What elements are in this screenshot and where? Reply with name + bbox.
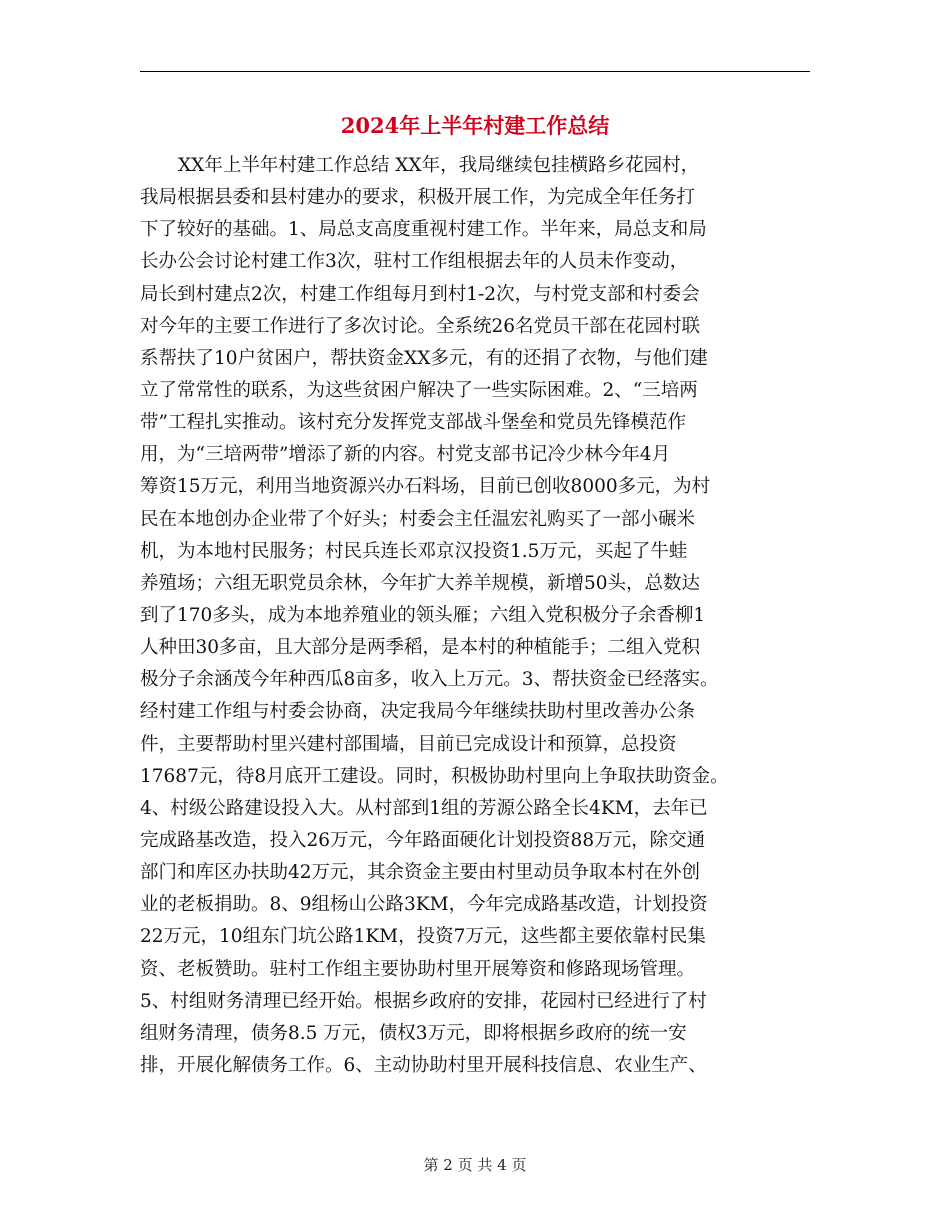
paragraph-line: 组财务清理，债务8.5 万元，债权3万元，即将根据乡政府的统一安 bbox=[140, 1022, 687, 1044]
header-rule bbox=[140, 71, 810, 72]
paragraph-line: 4、村级公路建设投入大。从村部到1组的芳源公路全长4KM，去年已 bbox=[140, 797, 708, 819]
paragraph-line: 经村建工作组与村委会协商，决定我局今年继续扶助村里改善办公条 bbox=[140, 701, 696, 723]
paragraph-line: 5、村组财务清理已经开始。根据乡政府的安排，花园村已经进行了村 bbox=[140, 990, 707, 1012]
paragraph-line: 带”工程扎实推动。该村充分发挥党支部战斗堡垒和党员先锋模范作 bbox=[140, 412, 686, 434]
paragraph-line: 业的老板捐助。8、9组杨山公路3KM，今年完成路基改造，计划投资 bbox=[140, 894, 708, 916]
paragraph-line: XX年上半年村建工作总结 XX年，我局继续包挂横路乡花园村， bbox=[178, 155, 700, 176]
paragraph-line: 17687元，待8月底开工建设。同时，积极协助村里向上争取扶助资金。 bbox=[140, 765, 729, 787]
paragraph-line: 件，主要帮助村里兴建村部围墙，目前已完成设计和预算，总投资 bbox=[140, 733, 677, 755]
paragraph-line: 对今年的主要工作进行了多次讨论。全系统26名党员干部在花园村联 bbox=[140, 315, 701, 337]
paragraph-line: 22万元，10组东门坑公路1KM，投资7万元，这些都主要依靠村民集 bbox=[140, 926, 706, 948]
paragraph-line: 民在本地创办企业带了个好头；村委会主任温宏礼购买了一部小碾米 bbox=[140, 508, 696, 530]
document-title: 2024年上半年村建工作总结 bbox=[340, 113, 610, 138]
paragraph-line: 部门和库区办扶助42万元，其余资金主要由村里动员争取本村在外创 bbox=[140, 862, 701, 884]
paragraph-line: 到了170多头，成为本地养殖业的领头雁；六组入党积极分子余香柳1 bbox=[140, 604, 706, 626]
paragraph-line: 极分子余涵茂今年种西瓜8亩多，收入上万元。3、帮扶资金已经落实。 bbox=[140, 669, 719, 691]
document-body bbox=[140, 150, 830, 1082]
paragraph-line: 我局根据县委和县村建办的要求，积极开展工作，为完成全年任务打 bbox=[140, 187, 696, 209]
paragraph-line: 人种田30多亩，且大部分是两季稻，是本村的种植能手；二组入党积 bbox=[140, 637, 701, 659]
paragraph-line: 完成路基改造，投入26万元，今年路面硬化计划投资88万元，除交通 bbox=[140, 829, 706, 851]
paragraph-line: 资、老板赞助。驻村工作组主要协助村里开展筹资和修路现场管理。 bbox=[140, 958, 696, 980]
paragraph-line: 排，开展化解债务工作。6、主动协助村里开展科技信息、农业生产、 bbox=[140, 1054, 707, 1076]
paragraph-line: 局长到村建点2次，村建工作组每月到村1-2次，与村党支部和村委会 bbox=[140, 283, 700, 305]
paragraph-line: 筹资15万元，利用当地资源兴办石料场，目前已创收8000多元，为村 bbox=[140, 476, 711, 498]
paragraph-line: 机，为本地村民服务；村民兵连长邓京汉投资1.5万元，买起了牛蛙 bbox=[140, 540, 688, 562]
paragraph-line: 立了常常性的联系，为这些贫困户解决了一些实际困难。2、“三培两 bbox=[140, 379, 698, 401]
paragraph-line: 养殖场；六组无职党员余林，今年扩大养羊规模，新增50头，总数达 bbox=[140, 572, 701, 594]
page-footer: 第 2 页 共 4 页 bbox=[423, 1156, 527, 1174]
paragraph-line: 下了较好的基础。1、局总支高度重视村建工作。半年来，局总支和局 bbox=[140, 219, 707, 241]
paragraph-line: 用，为“三培两带”增添了新的内容。村党支部书记冷少林今年4月 bbox=[140, 444, 671, 466]
paragraph-line: 长办公会讨论村建工作3次，驻村工作组根据去年的人员未作变动， bbox=[140, 251, 689, 273]
paragraph-line: 系帮扶了10户贫困户，帮扶资金XX多元，有的还捐了衣物，与他们建 bbox=[140, 347, 708, 369]
